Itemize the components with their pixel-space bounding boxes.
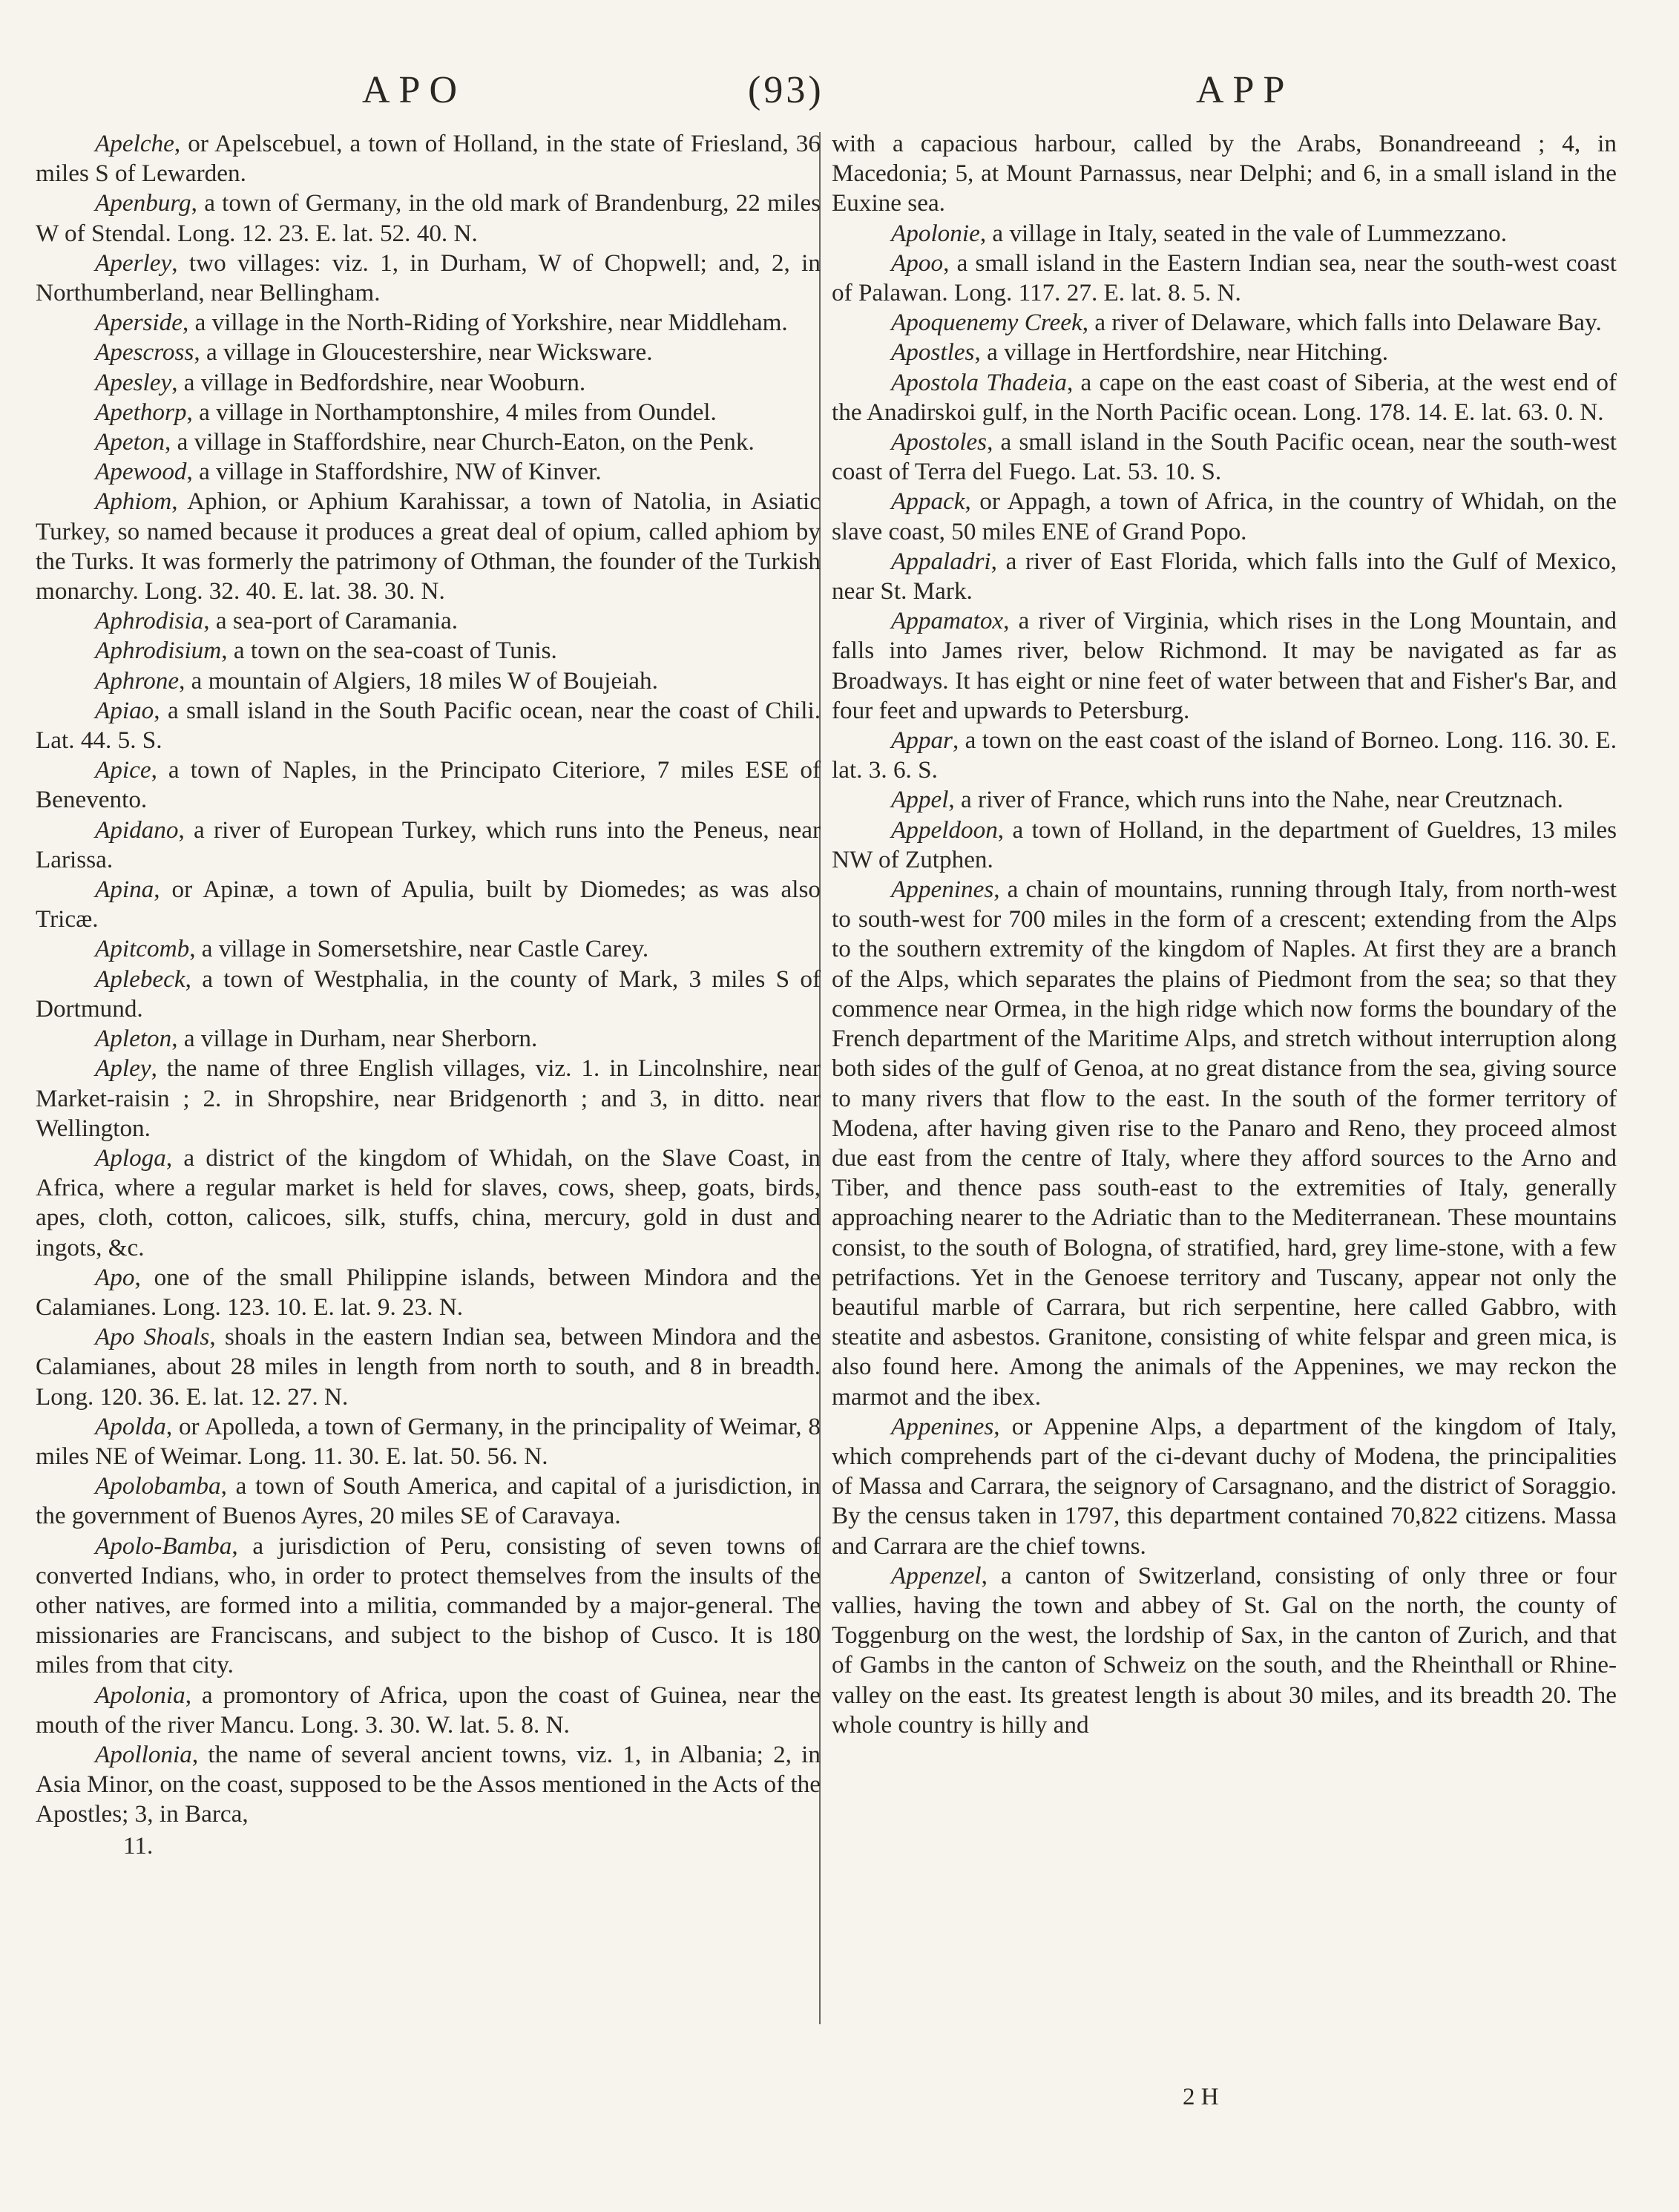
entry-headword: Apolda xyxy=(95,1412,166,1440)
entry-text: , a town of Germany, in the old mark of Brandenburg, 22 miles W of Stendal. Long. 12. 23. E. lat. 52. 40. N. xyxy=(36,189,821,247)
entry-text: , a small island in the Eastern Indian sea, near the south-west coast of Palawan. Long. 117. 27. E. lat. 8. 5. N. xyxy=(832,249,1617,307)
running-header xyxy=(0,68,1679,120)
entry-headword: Appenzel xyxy=(891,1561,982,1589)
entry-text: , or Appagh, a town of Africa, in the country of Whidah, on the slave coast, 50 miles ENE of Grand Popo. xyxy=(832,488,1617,545)
entry-text: , a village in Bedfordshire, near Wooburn. xyxy=(171,368,586,396)
dictionary-entry xyxy=(36,188,821,248)
entry-headword: Aperside xyxy=(95,309,183,337)
dictionary-entry xyxy=(36,1681,821,1740)
entry-text: , a promontory of Africa, upon the coast of Guinea, near the mouth of the river Mancu. Long. 3. 30. W. lat. 5. 8. N. xyxy=(36,1681,821,1739)
dictionary-entry xyxy=(832,815,1617,875)
entry-headword: Aphrodisia xyxy=(95,607,204,635)
entry-text: , two villages: viz. 1, in Durham, W of Chopwell; and, 2, in Northumberland, near Bellingham. xyxy=(36,249,821,307)
left-column xyxy=(36,129,821,1861)
entry-headword: Apidano xyxy=(95,815,179,844)
dictionary-entry xyxy=(36,1322,821,1412)
entry-headword: Appenines xyxy=(891,1412,994,1440)
entry-text: , a small island in the South Pacific ocean, near the south-west coast of Terra del Fuego. Lat. 53. 10. S. xyxy=(832,428,1617,486)
entry-text: , a river of Delaware, which falls into Delaware Bay. xyxy=(1082,309,1602,337)
dictionary-entry xyxy=(832,219,1617,249)
entry-headword: Appamatox xyxy=(891,607,1004,635)
entry-text: , the name of several ancient towns, viz. 1, in Albania; 2, in Asia Minor, on the coast, supposed to be the Assos mentioned in the Acts of the Apostles; 3, in Barca, xyxy=(36,1740,821,1828)
dictionary-entry xyxy=(36,368,821,398)
continuation-text: with a capacious harbour, called by the Arabs, Bonandreeand ; 4, in Macedonia; 5, at Mount Parnassus, near Delphi; and 6, in a small island in the Euxine sea. xyxy=(832,130,1617,217)
dictionary-entry xyxy=(36,249,821,308)
dictionary-entry xyxy=(36,1740,821,1830)
entry-text: , the name of three English villages, viz. 1. in Lincolnshire, near Market-raisin ; 2. in Shropshire, near Bridgenorth ; and 3, in ditto. near Wellington. xyxy=(36,1054,821,1142)
entry-text: , a district of the kingdom of Whidah, on the Slave Coast, in Africa, where a regular market is held for slaves, cows, sheep, goats, birds, apes, cloth, cotton, calicoes, silk, stuffs, china, mercury, gold in dust and ingots, &c. xyxy=(36,1143,821,1261)
entry-text: , Aphion, or Aphium Karahissar, a town of Natolia, in Asiatic Turkey, so named because it produces a great deal of opium, called aphiom by the Turks. It was formerly the patrimony of Othman, the founder of the Turkish monarchy. Long. 32. 40. E. lat. 38. 30. N. xyxy=(36,488,821,605)
entry-headword: Aperley xyxy=(95,249,172,277)
dictionary-entry xyxy=(36,1263,821,1322)
entry-headword: Apo Shoals xyxy=(95,1323,210,1351)
entry-headword: Apolobamba xyxy=(95,1472,221,1500)
entry-headword: Apostles xyxy=(891,338,975,367)
dictionary-entry xyxy=(36,457,821,487)
entry-headword: Appeldoon xyxy=(891,815,998,844)
entry-text: , a village in Somersetshire, near Castle Carey. xyxy=(189,935,649,963)
entry-headword: Apollonia xyxy=(95,1740,192,1768)
entry-headword: Apesley xyxy=(95,368,172,396)
entry-headword: Apo xyxy=(95,1263,135,1291)
entry-text: , a village in Italy, seated in the vale of Lummezzano. xyxy=(979,219,1508,247)
entry-headword: Appel xyxy=(891,786,949,814)
dictionary-entry xyxy=(832,1561,1617,1740)
entry-headword: Apiao xyxy=(95,696,154,724)
entry-headword: Apoquenemy Creek xyxy=(891,309,1082,337)
page-number: (93) xyxy=(748,69,824,111)
entry-headword: Apleton xyxy=(95,1025,172,1053)
entry-text: , a town on the sea-coast of Tunis. xyxy=(221,637,557,665)
dictionary-entry xyxy=(36,666,821,696)
dictionary-entry xyxy=(36,129,821,188)
entry-headword: Apitcomb xyxy=(95,935,190,963)
dictionary-entry xyxy=(832,368,1617,427)
entry-headword: Apelche xyxy=(95,130,174,157)
entry-text: , a town on the east coast of the island of Borneo. Long. 116. 30. E. lat. 3. 6. S. xyxy=(832,726,1617,784)
entry-text: , a village in Gloucestershire, near Wicksware. xyxy=(194,338,653,367)
entry-text: , a village in Durham, near Sherborn. xyxy=(171,1025,538,1053)
entry-headword: Aphiom xyxy=(95,488,172,516)
entry-text: , a town of South America, and capital of a jurisdiction, in the government of Buenos Ayres, 20 miles SE of Caravaya. xyxy=(36,1472,821,1530)
dictionary-entry xyxy=(832,338,1617,367)
dictionary-entry xyxy=(36,636,821,666)
entry-text: , one of the small Philippine islands, between Mindora and the Calamianes. Long. 123. 10. E. lat. 9. 23. N. xyxy=(36,1263,821,1321)
entry-headword: Aphrodisium xyxy=(95,637,222,665)
entry-text: , or Apolleda, a town of Germany, in the principality of Weimar, 8 miles NE of Weimar. Long. 11. 30. E. lat. 50. 56. N. xyxy=(36,1412,821,1470)
entry-text: , a cape on the east coast of Siberia, at the west end of the Anadirskoi gulf, in the North Pacific ocean. Long. 178. 14. E. lat. 63. 0. N. xyxy=(832,368,1617,426)
entry-text: , a town of Westphalia, in the county of Mark, 3 miles S of Dortmund. xyxy=(36,965,821,1023)
entry-text: , a small island in the South Pacific ocean, near the coast of Chili. Lat. 44. 5. S. xyxy=(36,696,821,755)
dictionary-entry xyxy=(832,606,1617,726)
header-right: APP xyxy=(1196,69,1294,111)
entry-text: , shoals in the eastern Indian sea, between Mindora and the Calamianes, about 28 miles in length from north to south, and 8 in breadth. Long. 120. 36. E. lat. 12. 27. N. xyxy=(36,1323,821,1411)
dictionary-entry xyxy=(832,547,1617,606)
entry-text: , a town of Holland, in the department of Gueldres, 13 miles NW of Zutphen. xyxy=(832,815,1617,873)
entry-text: , a river of France, which runs into the Nahe, near Creutznach. xyxy=(948,786,1563,814)
entry-text: , or Apinæ, a town of Apulia, built by Diomedes; as was also Tricæ. xyxy=(36,876,821,933)
dictionary-entry xyxy=(832,875,1617,1412)
entry-text: , a river of Virginia, which rises in the Long Mountain, and falls into James river, below Richmond. It may be navigated as far as Broadways. It has eight or nine feet of water between that and Fisher's Bar, and four feet and upwards to Petersburg. xyxy=(832,607,1617,724)
entry-headword: Apina xyxy=(95,876,154,904)
entry-text: , or Appenine Alps, a department of the kingdom of Italy, which comprehends part of the ci-devant duchy of Modena, the principalities of Massa and Carrara, the seignory of Carsagnano, and the district of Soraggio. By the census taken in 1797, this department contained 70,822 citizens. Massa and Carrara are the chief towns. xyxy=(832,1412,1617,1560)
entry-text: , a river of European Turkey, which runs into the Peneus, near Larissa. xyxy=(36,815,821,873)
entry-headword: Apostola Thadeia xyxy=(891,368,1068,396)
dictionary-entry xyxy=(832,249,1617,308)
entry-headword: Appaladri xyxy=(891,547,991,575)
entry-headword: Appack xyxy=(891,488,965,516)
dictionary-entry xyxy=(36,1054,821,1143)
entry-headword: Apostoles xyxy=(891,428,988,456)
dictionary-entry xyxy=(36,487,821,606)
entry-text: , a village in Hertfordshire, near Hitching. xyxy=(974,338,1389,367)
dictionary-entry xyxy=(36,696,821,755)
dictionary-entry xyxy=(832,785,1617,815)
dictionary-entry xyxy=(36,338,821,367)
entry-headword: Apewood xyxy=(95,458,187,486)
entry-text: , a village in Northamptonshire, 4 miles from Oundel. xyxy=(186,398,717,426)
dictionary-entry xyxy=(36,1024,821,1054)
dictionary-entry xyxy=(36,755,821,815)
right-column xyxy=(832,129,1617,1740)
entry-headword: Apenburg xyxy=(95,189,191,217)
entry-headword: Appar xyxy=(891,726,953,755)
entry-headword: Appenines xyxy=(891,876,994,904)
dictionary-entry xyxy=(832,487,1617,546)
dictionary-entry xyxy=(36,965,821,1024)
dictionary-entry xyxy=(832,726,1617,785)
entry-headword: Aphrone xyxy=(95,666,180,695)
dictionary-entry xyxy=(36,427,821,457)
entry-headword: Apolo-Bamba xyxy=(95,1532,232,1560)
entry-headword: Apethorp xyxy=(95,398,187,426)
entry-headword: Apice xyxy=(95,756,151,784)
dictionary-entry xyxy=(36,815,821,875)
entry-text: , or Apelscebuel, a town of Holland, in the state of Friesland, 36 miles S of Lewarden. xyxy=(36,130,821,188)
entry-text: , a village in Staffordshire, NW of Kinver. xyxy=(186,458,602,486)
dictionary-entry xyxy=(36,606,821,636)
entry-text: , a river of East Florida, which falls into the Gulf of Mexico, near St. Mark. xyxy=(832,547,1617,605)
dictionary-entry xyxy=(36,875,821,934)
header-left: APO xyxy=(362,69,467,111)
entry-headword: Apley xyxy=(95,1054,151,1083)
signature-mark: 2 H xyxy=(1183,2084,1219,2110)
entry-headword: Apolonie xyxy=(891,219,980,247)
entry-headword: Apeton xyxy=(95,428,165,456)
dictionary-entry xyxy=(36,1412,821,1471)
dictionary-entry xyxy=(832,1412,1617,1561)
entry-text: , a village in the North-Riding of Yorkshire, near Middleham. xyxy=(182,309,788,337)
dictionary-entry xyxy=(36,1143,821,1263)
entry-headword: Apoo xyxy=(891,249,944,277)
entry-headword: Aploga xyxy=(95,1143,166,1172)
entry-text: , a chain of mountains, running through Italy, from north-west to south-west for 700 miles in the form of a crescent; extending from the Alps to the southern extremity of the kingdom of Naples. At first they are a branch of the Alps, which separates the plains of Piedmont from the sea; so that they commence near Ormea, in the high ridge which now forms the boundary of the French department of the Maritime Alps, and stretch without interruption along both sides of the gulf of Genoa, at no great distance from the sea, giving source to many rivers that flow to the east. In the south of the former territory of Modena, after having given rise to the Panaro and Reno, they proceed almost due east from the centre of Italy, where they afford sources to the Arno and Tiber, and thence pass south-east to the extremities of Italy, generally approaching nearer to the Adriatic than to the Mediterranean. These mountains consist, to the south of Bologna, of stratified, hard, grey lime-stone, with a few petrifactions. Yet in the Genoese territory and Tuscany, appear not only the beautiful marble of Carrara, but rich serpentine, here called Gabbro, with steatite and asbestos. Granitone, consisting of white felspar and green mica, is also found here. Among the animals of the Appenines, we may reckon the marmot and the ibex. xyxy=(832,876,1617,1411)
entry-text: , a canton of Switzerland, consisting of only three or four vallies, having the town and abbey of St. Gal on the north, the county of Toggenburg on the west, the lordship of Sax, in the canton of Zurich, and that of Gambs in the canton of Schweiz on the south, and the Rheinthall or Rhine-valley on the east. Its greatest length is about 30 miles, and its breadth 20. The whole country is hilly and xyxy=(832,1561,1617,1739)
entry-text: , a village in Staffordshire, near Church-Eaton, on the Penk. xyxy=(165,428,755,456)
entry-text: , a sea-port of Caramania. xyxy=(203,607,459,635)
dictionary-entry xyxy=(36,308,821,338)
entry-text: , a jurisdiction of Peru, consisting of seven towns of converted Indians, who, in order to protect themselves from the insults of the other natives, are formed into a militia, commanded by a major-general. The missionaries are Franciscans, and subject to the bishop of Cusco. It is 180 miles from that city. xyxy=(36,1532,821,1679)
dictionary-entry xyxy=(36,1471,821,1531)
dictionary-entry xyxy=(36,934,821,964)
signature-mark-left: 11. xyxy=(123,1831,154,1860)
entry-headword: Apolonia xyxy=(95,1681,185,1709)
entry-text: , a town of Naples, in the Principato Citeriore, 7 miles ESE of Benevento. xyxy=(36,756,821,814)
entry-headword: Aplebeck xyxy=(95,965,185,993)
dictionary-entry xyxy=(36,1532,821,1681)
dictionary-entry xyxy=(832,427,1617,487)
entry-headword: Apescross xyxy=(95,338,194,367)
dictionary-entry xyxy=(832,308,1617,338)
dictionary-entry xyxy=(36,398,821,427)
entry-text: , a mountain of Algiers, 18 miles W of Boujeiah. xyxy=(179,666,658,695)
